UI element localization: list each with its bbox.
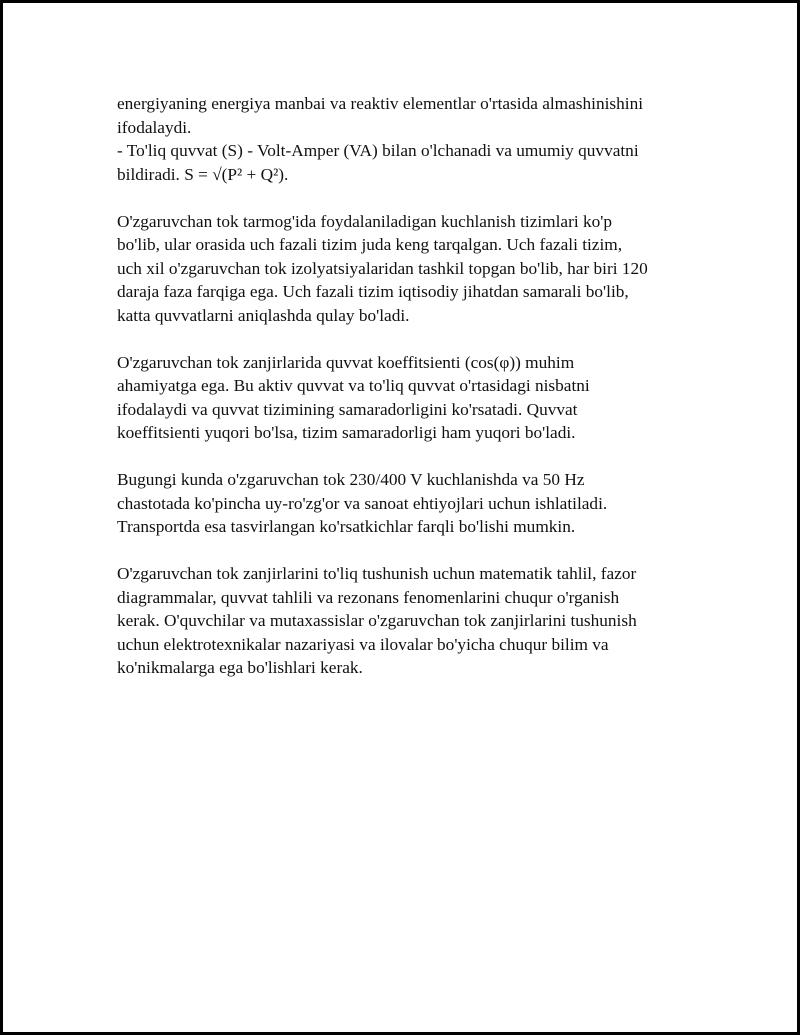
text-line: daraja faza farqiga ega. Uch fazali tizim iqtisodiy jihatdan samarali bo'lib, xyxy=(117,282,629,301)
text-line: diagrammalar, quvvat tahlili va rezonans fenomenlarini chuqur o'rganish xyxy=(117,587,620,607)
text-line: ahamiyatga ega. Bu aktiv quvvat va to'liq quvvat o'rtasidagi nisbatni xyxy=(117,376,590,395)
text-line: ifodalaydi. xyxy=(117,117,192,137)
paragraph-power-factor xyxy=(117,351,697,445)
text-line: Bugungi kunda o'zgaruvchan tok 230/400 V kuchlanishda va 50 Hz xyxy=(117,470,585,489)
text-line: bo'lib, ular orasida uch fazali tizim juda keng tarqalgan. Uch fazali tizim, xyxy=(117,235,623,254)
paragraph-three-phase xyxy=(117,210,697,328)
document-body xyxy=(117,92,697,703)
text-line: koeffitsienti yuqori bo'lsa, tizim samaradorligi ham yuqori bo'ladi. xyxy=(117,423,576,442)
paragraph-conclusion xyxy=(117,562,697,680)
text-line: energiyaning energiya manbai va reaktiv elementlar o'rtasida almashinishini xyxy=(117,94,644,113)
text-line: chastotada ko'pincha uy-ro'zg'or va sanoat ehtiyojlari uchun ishlatiladi. xyxy=(117,493,608,513)
text-line: uch xil o'zgaruvchan tok izolyatsiyalaridan tashkil topgan bo'lib, har biri 120 xyxy=(117,258,648,278)
paragraph-voltage-frequency xyxy=(117,468,697,539)
text-line: Transportda esa tasvirlangan ko'rsatkichlar farqli bo'lishi mumkin. xyxy=(117,517,576,536)
paragraph-power-definitions xyxy=(117,92,697,186)
text-line: O'zgaruvchan tok tarmog'ida foydalaniladigan kuchlanish tizimlari ko'p xyxy=(117,211,612,231)
text-line: O'zgaruvchan tok zanjirlarida quvvat koeffitsienti (cos(φ)) muhim xyxy=(117,352,575,372)
text-line: ko'nikmalarga ega bo'lishlari kerak. xyxy=(117,658,363,677)
text-line: bildiradi. S = √(P² + Q²). xyxy=(117,164,289,184)
text-line: ifodalaydi va quvvat tizimining samaradorligini ko'rsatadi. Quvvat xyxy=(117,399,578,419)
text-line: O'zgaruvchan tok zanjirlarini to'liq tushunish uchun matematik tahlil, fazor xyxy=(117,564,637,583)
text-line: uchun elektrotexnikalar nazariyasi va ilovalar bo'yicha chuqur bilim va xyxy=(117,634,609,654)
text-line: kerak. O'quvchilar va mutaxassislar o'zgaruvchan tok zanjirlarini tushunish xyxy=(117,611,637,630)
text-line: - To'liq quvvat (S) - Volt-Amper (VA) bilan o'lchanadi va umumiy quvvatni xyxy=(117,141,639,160)
text-line: katta quvvatlarni aniqlashda qulay bo'ladi. xyxy=(117,305,410,325)
